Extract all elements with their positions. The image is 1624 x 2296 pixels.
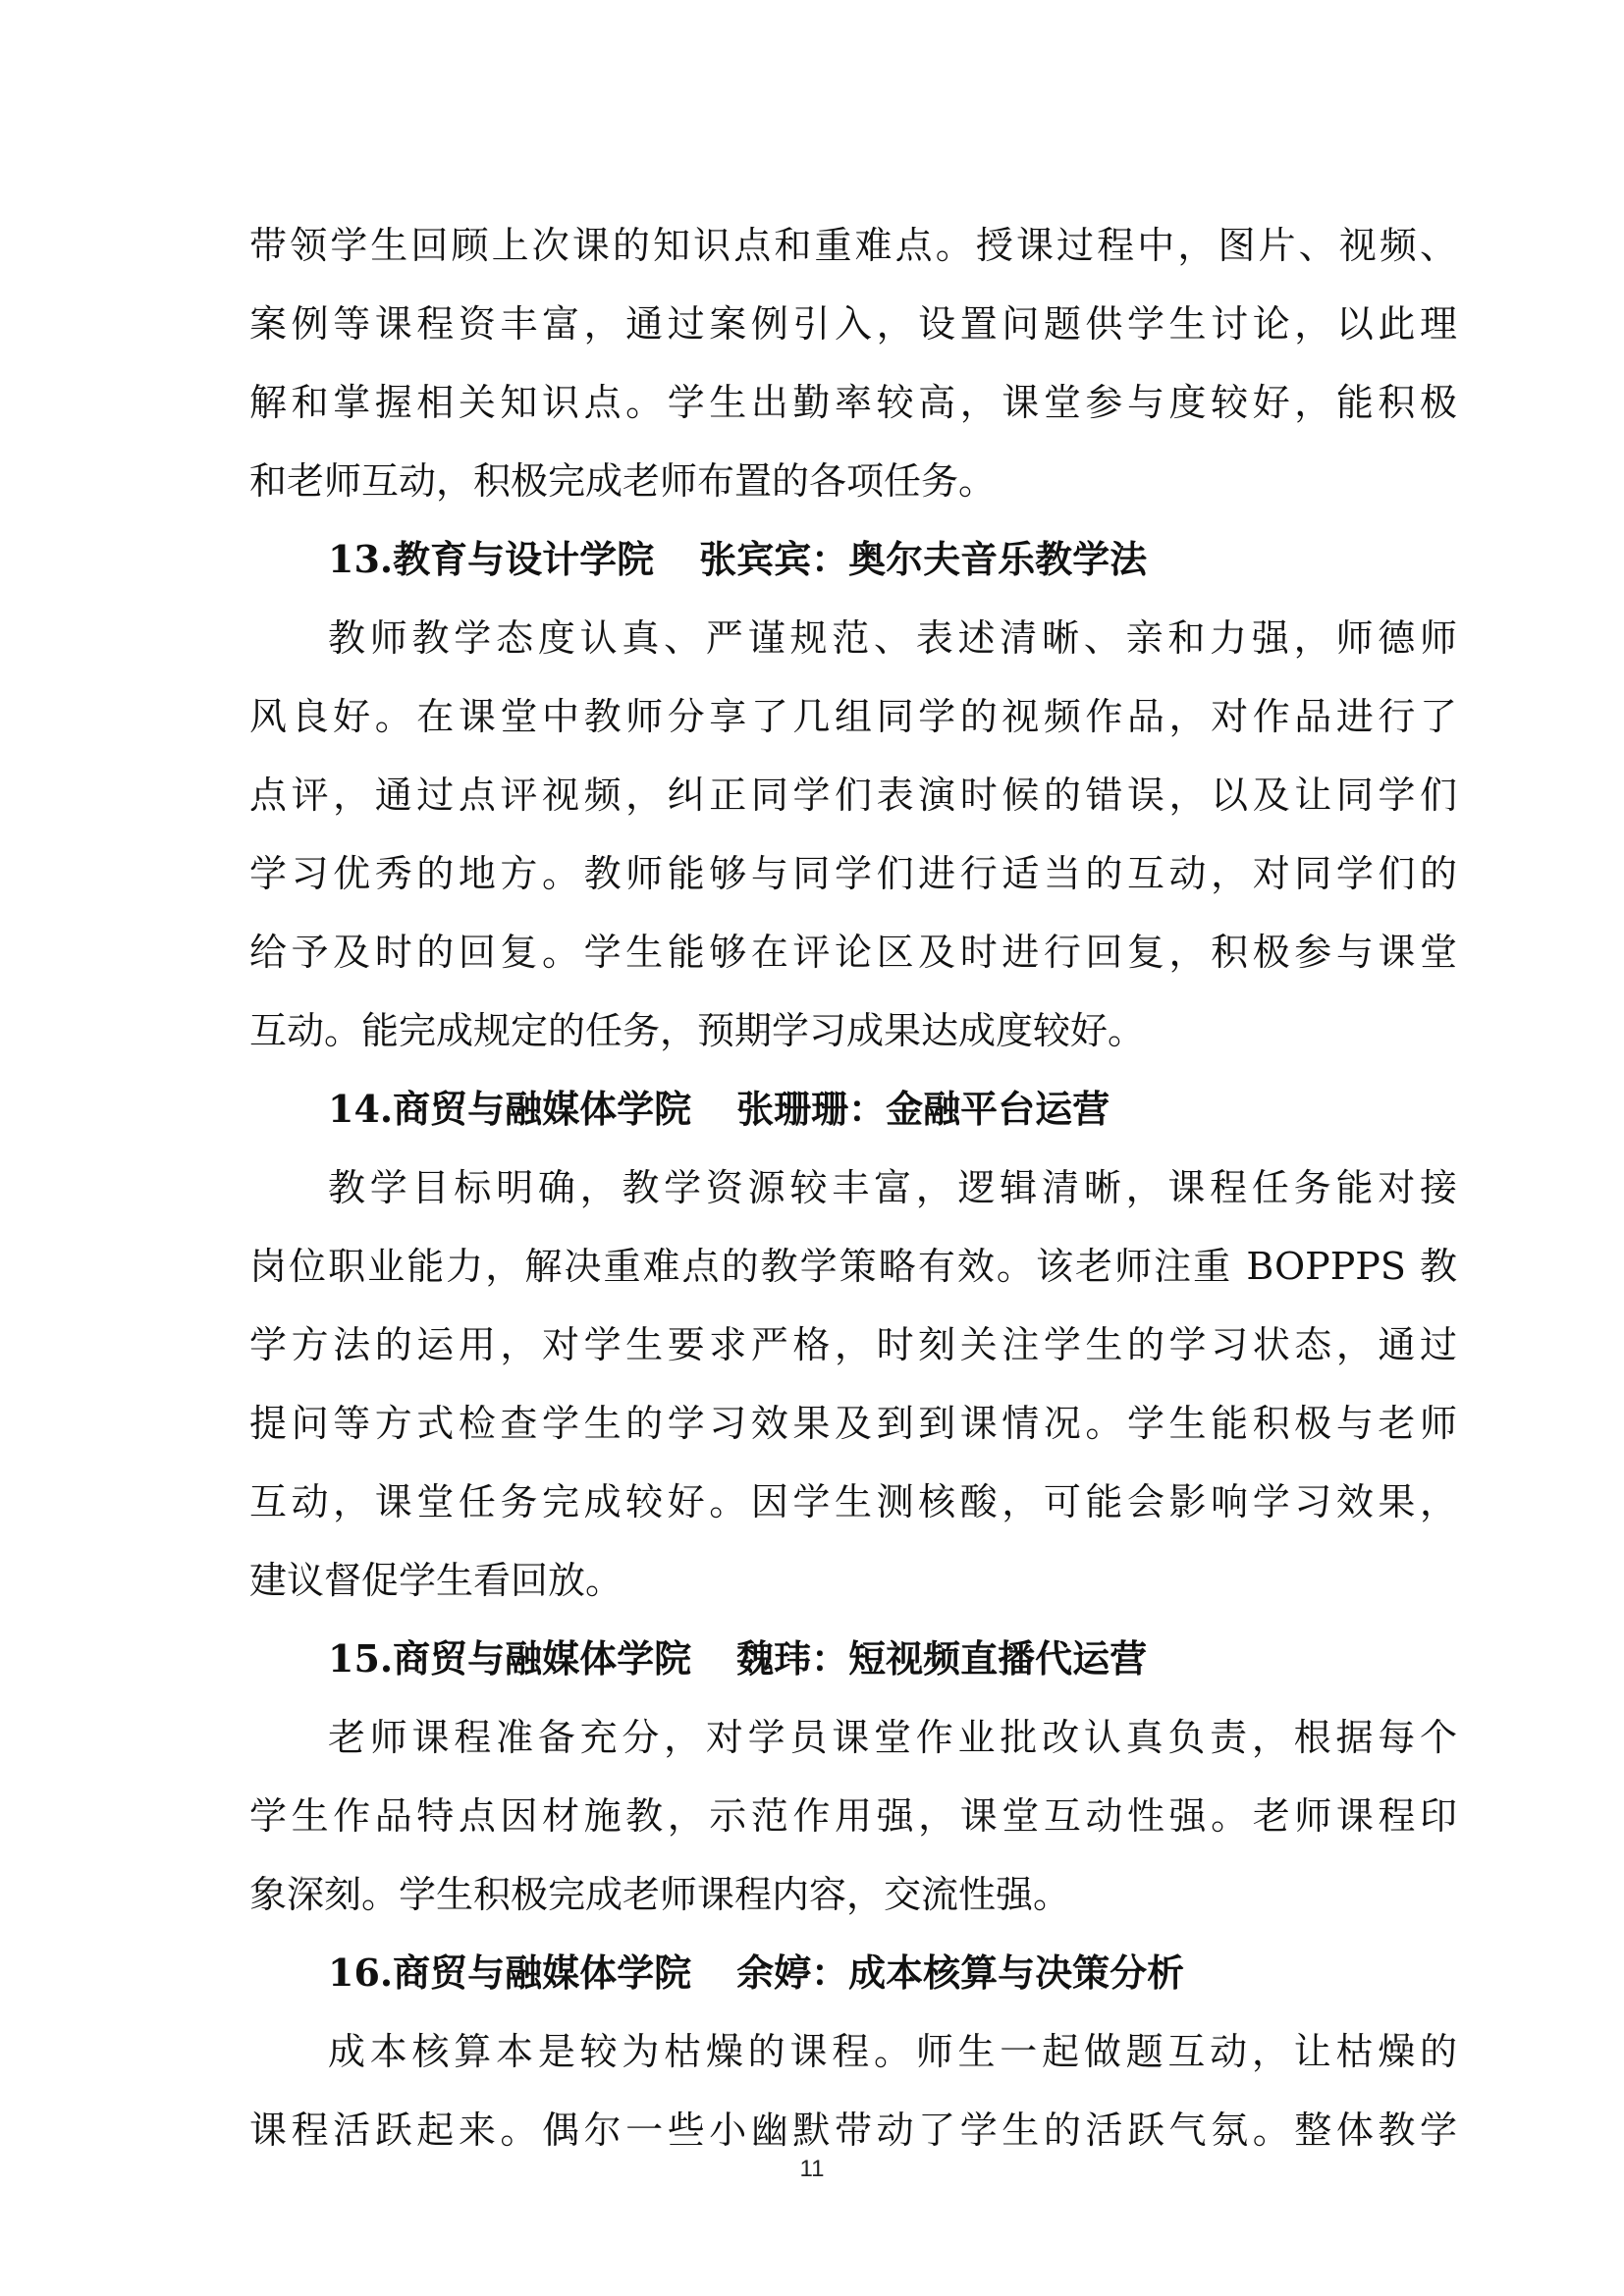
paragraph-line: 学生作品特点因材施教，示范作用强，课堂互动性强。老师课程印	[249, 1794, 1457, 1838]
paragraph-line: 和老师互动，积极完成老师布置的各项任务。	[249, 459, 997, 503]
paragraph-line: 案例等课程资丰富，通过案例引入，设置问题供学生讨论，以此理	[249, 302, 1457, 346]
college-name: 商贸与融媒体学院	[393, 1636, 692, 1681]
college-name: 商贸与融媒体学院	[393, 1087, 692, 1131]
document-body	[249, 206, 1457, 2169]
teacher-course: 张宾宾：奥尔夫音乐教学法	[699, 537, 1148, 581]
section-heading-13	[249, 520, 1457, 599]
paragraph-line: 风良好。在课堂中教师分享了几组同学的视频作品，对作品进行了	[249, 695, 1457, 738]
page-number: 11	[799, 2156, 825, 2182]
paragraph-line: 提问等方式检查学生的学习效果及到到课情况。学生能积极与老师	[249, 1402, 1457, 1445]
paragraph-line: 点评，通过点评视频，纠正同学们表演时候的错误，以及让同学们	[249, 774, 1457, 817]
section-heading-16	[249, 1934, 1457, 2012]
paragraph-line: 学习优秀的地方。教师能够与同学们进行适当的互动，对同学们的	[249, 852, 1457, 895]
paragraph-line: 成本核算本是较为枯燥的课程。师生一起做题互动，让枯燥的	[328, 2030, 1457, 2073]
paragraph-line: 给予及时的回复。学生能够在评论区及时进行回复，积极参与课堂	[249, 931, 1457, 974]
paragraph-line: 岗位职业能力，解决重难点的教学策略有效。该老师注重 BOPPPS 教	[249, 1245, 1457, 1288]
section-heading-15	[249, 1620, 1457, 1698]
section-number: 15.	[328, 1636, 394, 1681]
college-name: 商贸与融媒体学院	[393, 1950, 692, 1995]
paragraph-line: 象深刻。学生积极完成老师课程内容，交流性强。	[249, 1873, 1071, 1916]
section-number: 14.	[328, 1087, 394, 1131]
paragraph-line: 带领学生回顾上次课的知识点和重难点。授课过程中，图片、视频、	[249, 224, 1457, 267]
section-number: 16.	[328, 1950, 394, 1995]
paragraph-line: 互动，课堂任务完成较好。因学生测核酸，可能会影响学习效果，	[249, 1480, 1457, 1523]
paragraph-line: 课程活跃起来。偶尔一些小幽默带动了学生的活跃气氛。整体教学	[249, 2109, 1457, 2152]
paragraph-line: 学方法的运用，对学生要求严格，时刻关注学生的学习状态，通过	[249, 1323, 1457, 1366]
teacher-course: 张珊珊：金融平台运营	[736, 1087, 1110, 1131]
teacher-course: 余婷：成本核算与决策分析	[736, 1950, 1185, 1995]
section-number: 13.	[328, 537, 394, 581]
section-heading-14	[249, 1070, 1457, 1148]
college-name: 教育与设计学院	[393, 537, 655, 581]
paragraph-line: 互动。能完成规定的任务，预期学习成果达成度较好。	[249, 1009, 1146, 1052]
paragraph-line: 解和掌握相关知识点。学生出勤率较高，课堂参与度较好，能积极	[249, 381, 1457, 424]
teacher-course: 魏玮：短视频直播代运营	[736, 1636, 1148, 1681]
paragraph-line: 教学目标明确，教学资源较丰富，逻辑清晰，课程任务能对接	[328, 1166, 1457, 1209]
paragraph-line: 老师课程准备充分，对学员课堂作业批改认真负责，根据每个	[328, 1716, 1457, 1759]
paragraph-line: 建议督促学生看回放。	[249, 1559, 623, 1602]
paragraph-line: 教师教学态度认真、严谨规范、表述清晰、亲和力强，师德师	[328, 616, 1457, 660]
